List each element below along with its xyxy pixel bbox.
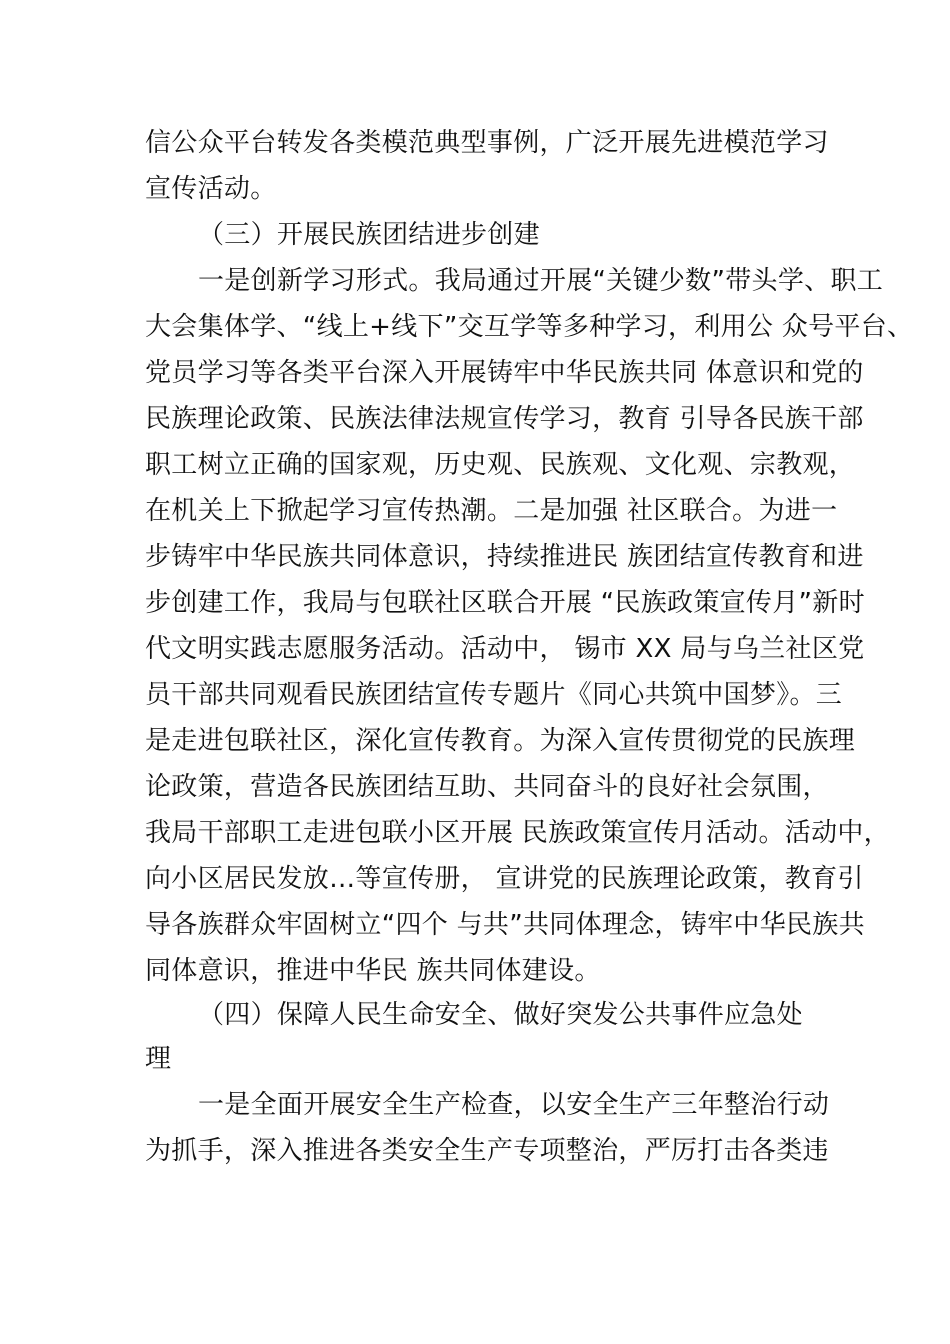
section-heading-continued: 理 xyxy=(145,1044,172,1074)
text-line: 宣传活动。 xyxy=(145,174,277,204)
text-line: 为抓手，深入推进各类安全生产专项整治，严厉打击各类违 xyxy=(145,1136,829,1166)
text-line: 导各族群众牢固树立“四个 与共”共同体理念，铸牢中华民族共 xyxy=(145,910,865,940)
text-line: 大会集体学、“线上+线下”交互学等多种学习，利用公 众号平台、 xyxy=(145,312,914,342)
text-line: 代文明实践志愿服务活动。活动中， 锡市 XX 局与乌兰社区党 xyxy=(145,634,865,664)
text-line: 同体意识，推进中华民 族共同体建设。 xyxy=(145,956,601,986)
text-line: 信公众平台转发各类模范典型事例，广泛开展先进模范学习 xyxy=(145,128,829,158)
text-line: 步创建工作，我局与包联社区联合开展 “民族政策宣传月”新时 xyxy=(145,588,865,618)
text-line: 论政策，营造各民族团结互助、共同奋斗的良好社会氛围， xyxy=(145,772,829,802)
text-line: 职工树立正确的国家观，历史观、民族观、文化观、宗教观， xyxy=(145,450,856,480)
text-line: 我局干部职工走进包联小区开展 民族政策宣传月活动。活动中， xyxy=(145,818,890,848)
text-line: 步铸牢中华民族共同体意识，持续推进民 族团结宣传教育和进 xyxy=(145,542,864,572)
section-heading: （三）开展民族团结进步创建 xyxy=(198,220,540,250)
text-line: 向小区居民发放…等宣传册， 宣讲党的民族理论政策，教育引 xyxy=(145,864,864,894)
section-heading: （四）保障人民生命安全、做好突发公共事件应急处 xyxy=(198,1000,803,1030)
text-line: 民族理论政策、民族法律法规宣传学习，教育 引导各民族干部 xyxy=(145,404,864,434)
text-line: 党员学习等各类平台深入开展铸牢中华民族共同 体意识和党的 xyxy=(145,358,864,388)
text-line: 员干部共同观看民族团结宣传专题片《同心共筑中国梦》。三 xyxy=(145,680,843,710)
text-line: 是走进包联社区，深化宣传教育。为深入宣传贯彻党的民族理 xyxy=(145,726,856,756)
text-line: 一是创新学习形式。我局通过开展“关键少数”带头学、职工 xyxy=(198,266,884,296)
text-line: 在机关上下掀起学习宣传热潮。二是加强 社区联合。为进一 xyxy=(145,496,838,526)
text-line: 一是全面开展安全生产检查，以安全生产三年整治行动 xyxy=(198,1090,830,1120)
